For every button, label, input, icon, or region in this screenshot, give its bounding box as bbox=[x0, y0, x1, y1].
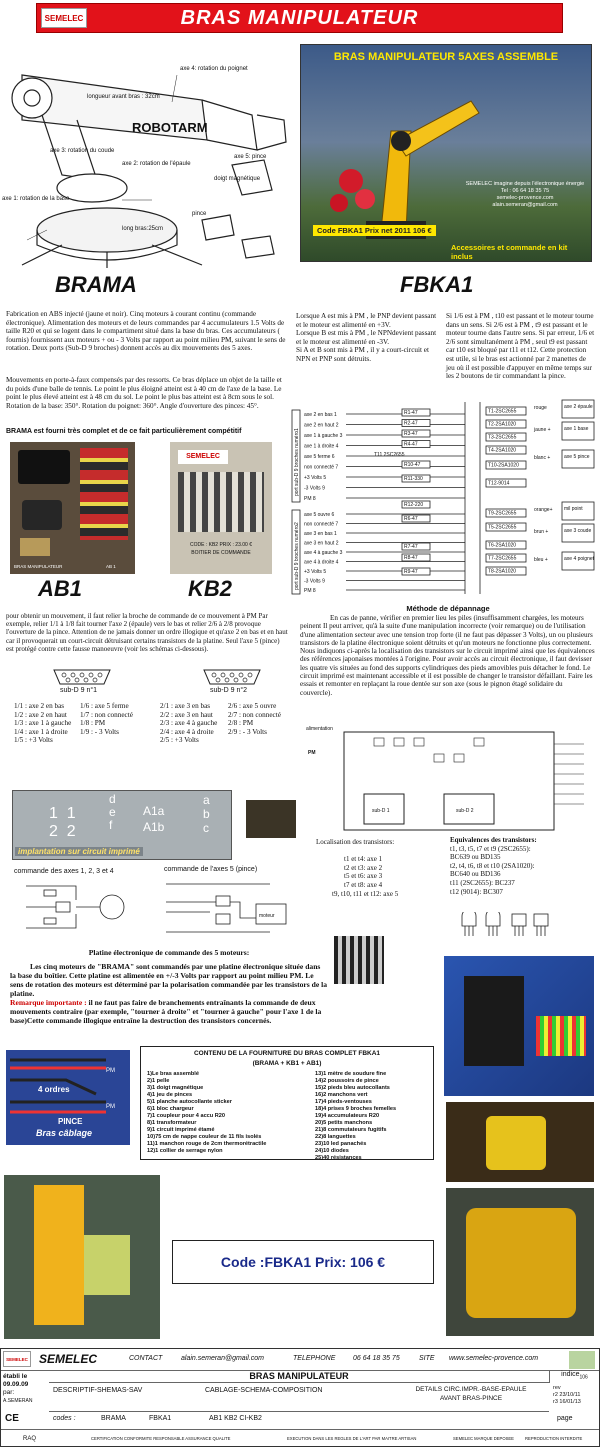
cabling-lines bbox=[6, 1050, 130, 1130]
length-label: longueur avant bras : 32cm bbox=[87, 94, 160, 100]
cmd-axis5-schematic bbox=[160, 878, 300, 938]
kit-subtitle: (BRAMA + KB1 + AB1) bbox=[252, 1060, 322, 1067]
resistor-label: R3-47 bbox=[404, 431, 418, 437]
photo-contact: SEMELEC imagine depuis l'électronique énergie Tel : 06 64 18 35 75 semelec-provence.com alain.semeran@gmail.com bbox=[465, 181, 585, 208]
resistor-label: R11-330 bbox=[404, 476, 423, 482]
resistor-label: R4-47 bbox=[404, 441, 418, 448]
subd1-right-list: 1/6 : axe 5 ferme 1/7 : non connecté 1/8 : PM 1/9 : - 3 Volts bbox=[80, 702, 133, 736]
motor-label: moteur bbox=[259, 913, 275, 919]
schematic-input-label: axe 4 à gauche 3 bbox=[304, 550, 343, 556]
kit-list-left bbox=[147, 1071, 317, 1155]
footer-code-2: FBKA1 bbox=[149, 1415, 172, 1422]
schematic-input-label: axe 1 à droite 4 bbox=[304, 443, 339, 450]
pcb-artwork-photo bbox=[334, 936, 384, 984]
cmd-axes-1-4-title: commande des axes 1, 2, 3 et 4 bbox=[14, 868, 114, 875]
motor-box-label: axe 3 coude bbox=[564, 528, 592, 534]
cmd-axes-1-4-svg bbox=[16, 880, 146, 936]
motor-wire-label: brun + bbox=[534, 529, 549, 535]
pcb-photo-nums: 1 1 2 2 bbox=[49, 805, 76, 840]
motor-body bbox=[486, 1116, 546, 1170]
kit-contents-box bbox=[140, 1046, 434, 1160]
intro-paragraph-2: Mouvements en porte-à-faux compensés par des ressorts. Ce bras déplace un objet de la taille et du poids d'une balle de tennis. Le point le plus éloigné atteint est à 40 cm de l'axe de la base. Le point le plus élevé atteint est à 48 cm du sol. Le point le plus bas atteint est à 8cm sous le sol. Rotation de la base: 350°. Rotation du poignet: 360°. Angle d'ouverture des pinces: 45°. bbox=[6, 376, 282, 410]
kb2-parts bbox=[178, 472, 264, 532]
kb2-line2: BOITIER DE COMMANDE bbox=[191, 550, 251, 556]
schematic-input-label: +3 Volts 5 bbox=[304, 475, 327, 481]
kit-item: 6)1 bloc chargeur bbox=[147, 1106, 194, 1112]
footer-bottom-1: CERTIFICATION CONFORMITE RESPONSABLE ASSURANCE QUALITE bbox=[91, 1436, 231, 1441]
kit-item: 25)40 résistances bbox=[315, 1155, 362, 1161]
localisation-block: Localisation des transistors: t1 et t4: axe 1 t2 et t3: axe 2 t5 et t6: axe 3 t7 et t8: axe 4 t9, t10, t11 et t12: axe 5 bbox=[316, 838, 399, 898]
kb2-logo: SEMELEC bbox=[178, 450, 228, 464]
logic-text-1: Lorsque A est mis à PM , le PNP devient passant et le moteur est alimenté en +3V. Lorsque B est mis à PM , le NPNdevient passant et le moteur est alimenté en -3V. Si A et B sont mis à PM , il y a court-circuit et NPN et PNP sont détruits. bbox=[296, 312, 437, 363]
pcb-photo-letters-2: A1a A1b bbox=[143, 804, 165, 834]
schematic-input-label: axe 5 ouvre 6 bbox=[304, 512, 335, 518]
equivalences-block: Equivalences des transistors: t1, t3, t5, t7 et t9 (2SC2655): BC639 ou BD135 t2, t4, t6, t8 et t10 (2SA1020): BC640 ou BD136 t11 (2SC2655): BC237 t12 (9014): BC307 bbox=[450, 836, 537, 896]
cabling-caption: Bras câblage bbox=[36, 1128, 93, 1138]
axis3-label: axe 3: rotation du coude bbox=[50, 148, 115, 154]
schematic-input-label: -3 Volts 9 bbox=[304, 578, 325, 585]
kit-item: 5)1 planche autocollante sticker bbox=[147, 1099, 232, 1105]
connect-text: pour obtenir un mouvement, il faut relier la broche de commande de ce mouvement à PM Par exemple, relier 1/1 à 1/8 fait tourner l'axe 2 (épaule) vers le bas et relier 2/6 à 2/8 provoque l'ouverture de la pince. Attention de ne jamais donner un ordre illogique et qu'axe 2 en bas et en haut car il provoquerait un court-circuit détruisant certains transistors de la platine. Seul l'axe 5 (pince) est protégé contre cette fausse manoeuvre (voir les schémas ci-dessous). bbox=[6, 612, 288, 653]
title-banner bbox=[36, 3, 563, 33]
transistor-label: T8-2SA1020 bbox=[488, 568, 517, 575]
resistor-label: R12-220 bbox=[404, 502, 424, 508]
pcb-sub2: sub-D 2 bbox=[456, 808, 474, 814]
kit-item: 18)4 prises 9 broches femelles bbox=[315, 1106, 397, 1112]
ab1-caption-left: BRAS MANIPULATEUR bbox=[14, 564, 63, 569]
finger-label: doigt magnétique bbox=[214, 176, 261, 182]
subd2-icon bbox=[202, 668, 262, 686]
motor-box-label: axe 4 poignet bbox=[564, 556, 595, 562]
kit-item: 11)1 manchon rouge de 2cm thermorétractile bbox=[147, 1141, 267, 1147]
kit-item: 10)75 cm de nappe couleur de 11 fils isolés bbox=[147, 1134, 262, 1140]
footer-details: DETAILS CIRC.IMPR.-BASE-EPAULE AVANT BRAS-PINCE bbox=[415, 1386, 527, 1402]
kit-item: 7)1 coupleur pour 4 accu R20 bbox=[147, 1113, 226, 1119]
motor-box-label: axe 1 base bbox=[564, 426, 589, 432]
schematic-input-label: non connecté 7 bbox=[304, 464, 339, 471]
kit-item: 13)1 mètre de soudure fine bbox=[315, 1071, 387, 1077]
schematic-input-label: axe 3 en haut 2 bbox=[304, 540, 339, 547]
cabling-label-2: PINCE bbox=[58, 1117, 83, 1126]
transistor-photo bbox=[246, 800, 296, 838]
schematic-input-label: axe 1 à gauche 3 bbox=[304, 433, 343, 439]
ab1-label: AB1 bbox=[38, 576, 83, 601]
pcb-photo-caption: implantation sur circuit imprimé bbox=[15, 847, 143, 856]
kb2-line1: CODE : KB2 PRIX : 23.00 € bbox=[190, 542, 252, 548]
robotarm-label: ROBOTARM bbox=[132, 120, 208, 135]
height-label: long bras:25cm bbox=[122, 226, 164, 232]
platine-body: Les cinq moteurs de "BRAMA" sont commandés par une platine électronique située dans la base du boîtier. Cette platine est alimentée en +/-3 Volts par rapport au point milieu PM. Le sens de rotation des moteurs est déterminé par la polarisation commandée par les transistors de la platine. bbox=[10, 962, 328, 998]
subd1-left-list: 1/1 : axe 2 en bas 1/2 : axe 2 en haut 1/3 : axe 1 à gauche 1/4 : axe 1 à droite 1/5 : +3 Volts bbox=[14, 702, 72, 745]
transformer bbox=[22, 500, 62, 530]
subd2-connector bbox=[182, 668, 282, 696]
footer-row-contact bbox=[1, 1349, 599, 1371]
footer-site-label: SITE bbox=[419, 1355, 435, 1362]
kit-item: 15)2 pieds bleu autocollants bbox=[315, 1085, 390, 1091]
resistor-label: R9-47 bbox=[404, 569, 418, 575]
footer-email: alain.semeran@gmail.com bbox=[181, 1355, 264, 1362]
subd2-right-list: 2/6 : axe 5 ouvre 2/7 : non connecté 2/8 : PM 2/9 : - 3 Volts bbox=[228, 702, 281, 736]
motor-box-label: axe 2 épaule bbox=[564, 404, 593, 410]
subd2-title: sub-D 9 n°2 bbox=[210, 687, 248, 694]
pcb-pm: PM bbox=[308, 750, 316, 756]
photo-price: Code FBKA1 Prix net 2011 106 € bbox=[313, 225, 436, 236]
footer-rev: rev r2 23/10/11 r3 16/01/13 bbox=[553, 1385, 581, 1405]
footer-cab: CABLAGE-SCHEMA-COMPOSITION bbox=[205, 1387, 323, 1394]
transistor-label: T1-2SC2655 bbox=[488, 408, 517, 415]
pcb-photo-letters-1: d e f bbox=[109, 792, 116, 832]
schematic bbox=[290, 398, 598, 598]
motor-wire-label: bleu + bbox=[534, 557, 548, 563]
transistor-label: T10-2SA1020 bbox=[488, 462, 519, 469]
robot-line-drawing bbox=[2, 40, 292, 270]
stickers bbox=[20, 538, 50, 556]
kit-item: 14)2 poussoirs de pince bbox=[315, 1078, 379, 1084]
transistor-pinout-icons bbox=[456, 912, 556, 938]
kb2-label: KB2 bbox=[188, 576, 233, 601]
schematic-input-label: -3 Volts 9 bbox=[304, 485, 325, 492]
schematic-input-label: axe 5 ferme 6 bbox=[304, 454, 335, 460]
brama-label: BRAMA bbox=[55, 272, 137, 297]
kit-item: 23)10 led panachés bbox=[315, 1141, 367, 1147]
kit-item: 17)4 pieds-ventouses bbox=[315, 1099, 372, 1105]
cabling-label-1: 4 ordres bbox=[38, 1085, 70, 1094]
axis4-label: axe 4: rotation du poignet bbox=[180, 66, 248, 72]
port2-label: port sub-D 9 broches numéro2 bbox=[294, 522, 300, 590]
resistor-label: R7-47 bbox=[404, 544, 418, 550]
code-price: Code :FBKA1 Prix: 106 € bbox=[220, 1254, 386, 1270]
battery-holder bbox=[18, 450, 70, 484]
axis2-label: axe 2: rotation de l'épaule bbox=[122, 161, 191, 167]
logic-text-2: Si 1/6 est à PM , t10 est passant et le moteur tourne dans un sens. Si 2/6 est à PM , t9 est passant et le moteur tourne dans l'autre sens. Si par erreur, 1/6 et 2/6 sont simultanément à PM , seul t9 est passant car t10 est bloqué par t11 et t12. Cette protection est utile, si le bras est actionné par 2 manettes de jeu où il est possible d'appuyer en même temps sur les 2 boutons de tir commandant la pince. bbox=[446, 312, 595, 381]
port1-label: port sub-D 9 broches numéro1 bbox=[294, 428, 300, 496]
transistor-label: T5-2SC2655 bbox=[488, 524, 517, 531]
transistor-pinouts bbox=[456, 912, 556, 938]
pcb-photo bbox=[12, 790, 232, 860]
schematic-svg bbox=[290, 398, 598, 598]
schematic-input-label: axe 3 en bas 1 bbox=[304, 531, 337, 537]
motor-wire-label: orange+ bbox=[534, 507, 553, 513]
axis1-label: axe 1: rotation de la base bbox=[2, 196, 70, 202]
footer-contact-label: CONTACT bbox=[129, 1355, 163, 1362]
footer-raq: RAQ bbox=[23, 1436, 37, 1442]
kit-list-right bbox=[315, 1071, 433, 1162]
footer-logo: SEMELEC bbox=[3, 1351, 31, 1367]
subd1-connector bbox=[32, 668, 132, 696]
schematic-input-label: axe 2 en bas 1 bbox=[304, 412, 337, 418]
kit-item: 1)Le bras assemblé bbox=[147, 1071, 199, 1077]
kit-components bbox=[536, 1016, 586, 1056]
footer-ce: CE bbox=[5, 1413, 19, 1424]
photo-title: BRAS MANIPULATEUR 5AXES ASSEMBLE bbox=[333, 51, 559, 63]
motor-wire-label: blanc + bbox=[534, 455, 551, 461]
transistor-label: T6-2SA1020 bbox=[488, 542, 517, 549]
kb2-photo bbox=[170, 442, 272, 574]
footer-flower-icon bbox=[569, 1351, 595, 1369]
intro-paragraph-1: Fabrication en ABS injecté (jaune et noir). Cinq moteurs à courant continu (commande électronique). Alimentation des moteurs et de leurs commandes par 4 accumulateurs 1.5 Volts de taille R20 et qui se logent dans le compartiment situé dans la base du bras. Ces accumulateurs ( fournis) fournissent aux moteurs + ou - 3 Volts par rapport au point milieu PM, suivant le sens de rotation. Deux ports (Sub-D 9 broches) donnent accès au dix mouvements des 5 axes. bbox=[6, 310, 286, 353]
footer-bottom-2: EXECUTION DANS LES REGLES DE L'ART PAR MAITRE ARTISAN bbox=[287, 1436, 417, 1441]
intro-note: BRAMA est fourni très complet et de ce fait particulièrement compétitif bbox=[6, 428, 242, 435]
method-title: Méthode de dépannage bbox=[406, 604, 490, 613]
ab1-caption-right: AB 1 bbox=[106, 564, 116, 569]
cabling-label-4: PM bbox=[106, 1104, 115, 1110]
transistor-label: T7-2SC2655 bbox=[488, 555, 517, 562]
footer-indice: indice$_{106}$ bbox=[549, 1371, 599, 1383]
footer-code-3: AB1 KB2 CI-KB2 bbox=[209, 1415, 262, 1422]
kit-item: 8)1 transformateur bbox=[147, 1120, 197, 1126]
kit-title: CONTENU DE LA FOURNITURE DU BRAS COMPLET FBKA1 bbox=[193, 1050, 381, 1057]
kit-item: 3)1 doigt magnétique bbox=[147, 1085, 204, 1091]
footer-tel-label: TELEPHONE bbox=[293, 1355, 336, 1362]
gripper-body bbox=[34, 1185, 84, 1325]
subd2-left-list: 2/1 : axe 3 en bas 2/2 : axe 3 en haut 2/3 : axe 4 à gauche 2/4 : axe 4 à droite 2/5 : +3 Volts bbox=[160, 702, 218, 745]
motor-photo bbox=[446, 1102, 594, 1182]
kit-item: 9)1 circuit imprimé étamé bbox=[147, 1127, 215, 1133]
gripper-photo bbox=[4, 1175, 160, 1339]
transistor-label: T9-2SC2655 bbox=[488, 510, 517, 517]
kit-item: 24)10 diodes bbox=[315, 1148, 349, 1154]
resistor-label: R10-47 bbox=[404, 462, 421, 468]
footer-title: BRAS MANIPULATEUR bbox=[49, 1371, 549, 1383]
assembled-arm-photo bbox=[300, 44, 592, 262]
footer-desc: DESCRIPTIF-SHEMAS-SAV bbox=[53, 1387, 143, 1394]
pcb-diagram bbox=[304, 724, 596, 834]
axis5-label: axe 5: pince bbox=[234, 154, 267, 160]
kit-item: 12)1 collier de serrage nylon bbox=[147, 1148, 223, 1154]
transistor-label: T12-9014 bbox=[488, 480, 510, 487]
schematic-input-label: non connecté 7 bbox=[304, 521, 339, 528]
semelec-logo: SEMELEC bbox=[41, 8, 87, 28]
cabling-photo bbox=[6, 1050, 130, 1145]
method-body: En cas de panne, vérifier en premier lieu les piles (insuffisamment chargées, les moteurs peinent Il peut arriver, qu'à la suite d'une manipulation incorrecte (voir remarque) ou de l'utilisation d'une alimentation secteur avec une tension trop forte (il ne faut pas dépasser 3 Volts), un ou plusieurs transistors de la platine électronique soient détruits et qu'un moteurs ne fonctionne plus correctement. Nous indiquons ci-après la localisation des transistors sur le circuit imprimé ainsi que les équivalences des références japonaises montées à l'origine. Pour avoir accès au circuit électronique, il faut devisser les quatre vis situées au fond des supports cylindriques des pieds amovibles puis détacher le fond. Le circuit imprimé est maintenant accessible et il est possible de changer le transistor défaillant. Faire les essais et remonter en replaçant la roue dentée sur son axe (sous le pignon étagé solidaire du couvercle). bbox=[300, 614, 595, 697]
transistor-label: T4-2SA1020 bbox=[488, 447, 517, 454]
base-body bbox=[466, 1208, 576, 1318]
bus-lines bbox=[465, 402, 480, 594]
footer-page-label: page bbox=[557, 1415, 573, 1422]
cmd-axes-1-4-schematic bbox=[16, 880, 146, 936]
subd1-icon bbox=[52, 668, 112, 686]
footer-bottom-row bbox=[1, 1429, 599, 1446]
subd1-title: sub-D 9 n°1 bbox=[60, 687, 98, 694]
batteries bbox=[80, 448, 128, 540]
cmd-axis5-title: commande de l'axes 5 (pince) bbox=[164, 866, 258, 873]
kit-item: 21)8 commutateurs fugitifs bbox=[315, 1127, 387, 1133]
cmd-axis5-svg bbox=[160, 878, 300, 938]
footer-site: www.semelec-provence.com bbox=[449, 1355, 539, 1362]
motor-box-label: axe 5 pince bbox=[564, 454, 590, 460]
schematic-input-label: axe 4 à droite 4 bbox=[304, 559, 339, 566]
footer-cartouche bbox=[0, 1348, 600, 1447]
motor-wire-label: rouge bbox=[534, 405, 547, 411]
resistor-label: R6-47 bbox=[404, 516, 418, 522]
gripper-board bbox=[84, 1235, 130, 1295]
robot-drawing bbox=[2, 40, 292, 270]
pcb-diagram-svg bbox=[304, 724, 596, 834]
kit-parts-photo bbox=[444, 956, 594, 1096]
kit-item: 4)1 jeu de pinces bbox=[147, 1092, 193, 1098]
footer-codes-label: codes : bbox=[53, 1415, 76, 1422]
kit-item: 16)2 manchons vert bbox=[315, 1092, 368, 1098]
page-title: BRAS MANIPULATEUR bbox=[180, 7, 419, 29]
schematic-input-label: PM 8 bbox=[304, 588, 316, 594]
fbka1-label: FBKA1 bbox=[400, 272, 474, 297]
pcb-photo-letters-3: a b c bbox=[203, 793, 210, 835]
t11-label: T11 2SC2655 bbox=[374, 452, 405, 458]
resistor-label: R2-47 bbox=[404, 420, 418, 427]
kit-item: 22)8 languettes bbox=[315, 1134, 356, 1140]
base-photo bbox=[446, 1188, 594, 1336]
motor-box-label: mil point bbox=[564, 506, 583, 512]
footer-bottom-4: REPRODUCTION INTERDITE bbox=[525, 1436, 583, 1441]
pcb-sub1: sub-D 1 bbox=[372, 808, 390, 814]
schematic-input-label: axe 2 en haut 2 bbox=[304, 422, 339, 429]
platine-title: Platine électronique de commande des 5 moteurs: bbox=[88, 948, 250, 957]
footer-brand: SEMELEC bbox=[39, 1352, 98, 1366]
pince-label: pince bbox=[192, 211, 207, 217]
kit-box bbox=[464, 976, 524, 1066]
schematic-input-label: +3 Volts 5 bbox=[304, 569, 327, 575]
transistor-label: T2-2SA1020 bbox=[488, 421, 517, 428]
resistor-label: R8-47 bbox=[404, 555, 418, 561]
schematic-input-label: PM 8 bbox=[304, 496, 316, 502]
footer-author-block: établi le 09.09.09 par: A.SEMERAN bbox=[3, 1373, 33, 1404]
footer-bottom-3: SEMELEC MARQUE DEPOSEE bbox=[453, 1436, 514, 1441]
cabling-label-3: PM bbox=[106, 1068, 115, 1074]
footer-divider bbox=[49, 1411, 549, 1412]
footer-tel: 06 64 18 35 75 bbox=[353, 1355, 400, 1362]
kit-item: 19)4 accumulateurs R20 bbox=[315, 1113, 380, 1119]
code-box bbox=[172, 1240, 434, 1284]
kit-item: 20)5 petits manchons bbox=[315, 1120, 373, 1126]
motor-wire-label: jaune + bbox=[534, 427, 551, 433]
platine-remark: Remarque importante : il ne faut pas faire de branchements entraînants la commande de deux mouvements contraire (par exemple, "tourner à droite" et "tourner à gauche" pour l'axe 1 de la base)Cette commande illogique entraîne la destruction des transistors concernés. bbox=[10, 998, 322, 1025]
photo-subtitle: Accessoires et commande en kit inclus bbox=[451, 243, 568, 261]
resistor-label: R1-47 bbox=[404, 410, 418, 416]
transistor-label: T3-2SC2655 bbox=[488, 434, 517, 441]
footer-code-1: BRAMA bbox=[101, 1415, 126, 1422]
arm-silhouette bbox=[321, 71, 491, 241]
pcb-alim: alimentation bbox=[306, 726, 333, 732]
ab1-photo bbox=[10, 442, 135, 574]
kit-item: 2)1 pelle bbox=[147, 1078, 170, 1084]
